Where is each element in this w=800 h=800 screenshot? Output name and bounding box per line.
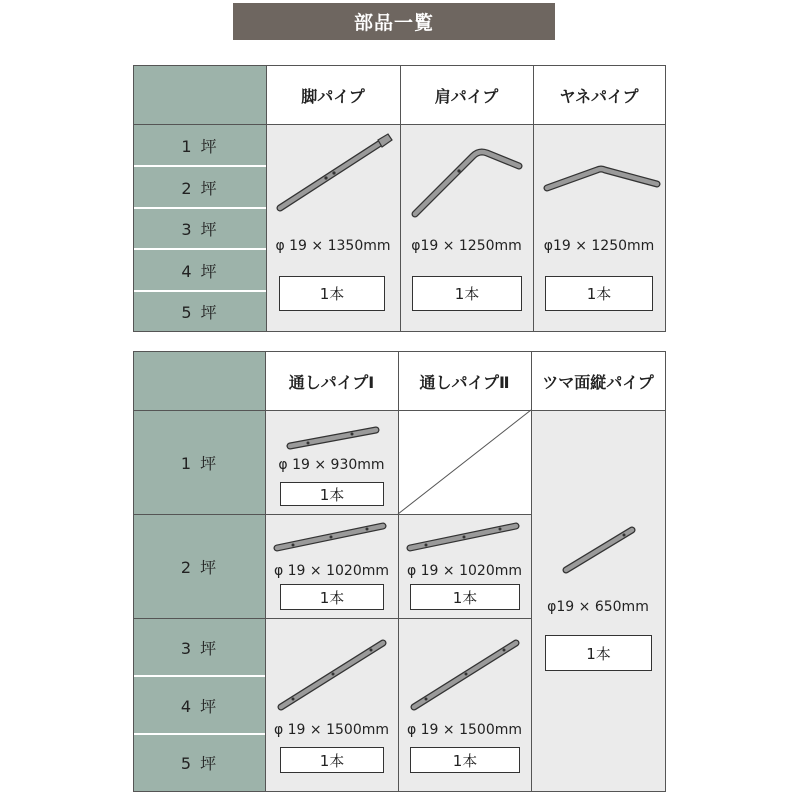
shoulder-pipe-qty: 1本 — [412, 276, 522, 311]
through-pipe-1-qty-2tsubo: 1本 — [280, 584, 384, 610]
row-label-4tsubo: 4 坪 — [134, 676, 265, 734]
shoulder-pipe-spec: φ19 × 1250mm — [411, 238, 522, 254]
through-pipe-2-qty-2tsubo: 1本 — [410, 584, 520, 610]
roof-pipe-icon — [541, 158, 661, 198]
leg-pipe-spec: φ 19 × 1350mm — [275, 238, 391, 254]
through-pipe-1020-icon — [271, 520, 391, 554]
through-pipe-930-icon — [284, 424, 384, 454]
roof-pipe-spec: φ19 × 1250mm — [543, 238, 655, 254]
row-label-5tsubo: 5 坪 — [134, 734, 265, 791]
through-pipe-2-qty-3-5tsubo: 1本 — [410, 747, 520, 773]
through-pipe-1500-icon — [275, 637, 391, 713]
row-label-1tsubo: 1 坪 — [134, 410, 265, 514]
through-pipe-2-1500-icon — [408, 637, 524, 713]
header-corner — [134, 352, 265, 410]
col-header-through-pipe-2: 通しパイプⅡ — [398, 352, 531, 410]
col-header-roof-pipe: ヤネパイプ — [533, 66, 665, 124]
parts-table-1 — [133, 65, 666, 332]
through-pipe-1-qty-3-5tsubo: 1本 — [280, 747, 384, 773]
col-header-gable-vertical-pipe: ツマ面縦パイプ — [531, 352, 665, 410]
row-label-5tsubo: 5 坪 — [134, 291, 266, 331]
row-label-2tsubo: 2 坪 — [134, 514, 265, 618]
roof-pipe-qty: 1本 — [545, 276, 653, 311]
through-pipe-2-spec-1500: φ 19 × 1500mm — [406, 722, 523, 738]
page-title: 部品一覧 — [233, 3, 555, 40]
row-label-3tsubo: 3 坪 — [134, 208, 266, 249]
header-corner — [134, 66, 266, 124]
through-pipe-1-qty-1tsubo: 1本 — [280, 482, 384, 506]
through-pipe-2-1020-icon — [404, 520, 524, 554]
through-pipe-1-spec-1020: φ 19 × 1020mm — [273, 563, 390, 579]
gable-vertical-pipe-icon — [558, 522, 642, 578]
row-label-4tsubo: 4 坪 — [134, 249, 266, 291]
through-pipe-2-spec-1020: φ 19 × 1020mm — [406, 563, 523, 579]
not-applicable-slash — [398, 410, 531, 514]
col-header-shoulder-pipe: 肩パイプ — [400, 66, 533, 124]
shoulder-pipe-icon — [407, 144, 527, 219]
parts-table-2 — [133, 351, 666, 792]
gable-pipe-spec: φ19 × 650mm — [547, 599, 649, 615]
leg-pipe-qty: 1本 — [279, 276, 385, 311]
through-pipe-1-spec-1500: φ 19 × 1500mm — [273, 722, 390, 738]
row-label-2tsubo: 2 坪 — [134, 166, 266, 208]
leg-pipe-icon — [274, 132, 394, 214]
col-header-through-pipe-1: 通しパイプⅠ — [265, 352, 398, 410]
row-label-1tsubo: 1 坪 — [134, 124, 266, 166]
gable-pipe-qty: 1本 — [545, 635, 652, 671]
col-header-leg-pipe: 脚パイプ — [266, 66, 400, 124]
row-label-3tsubo: 3 坪 — [134, 618, 265, 676]
through-pipe-1-spec-930: φ 19 × 930mm — [278, 457, 385, 473]
